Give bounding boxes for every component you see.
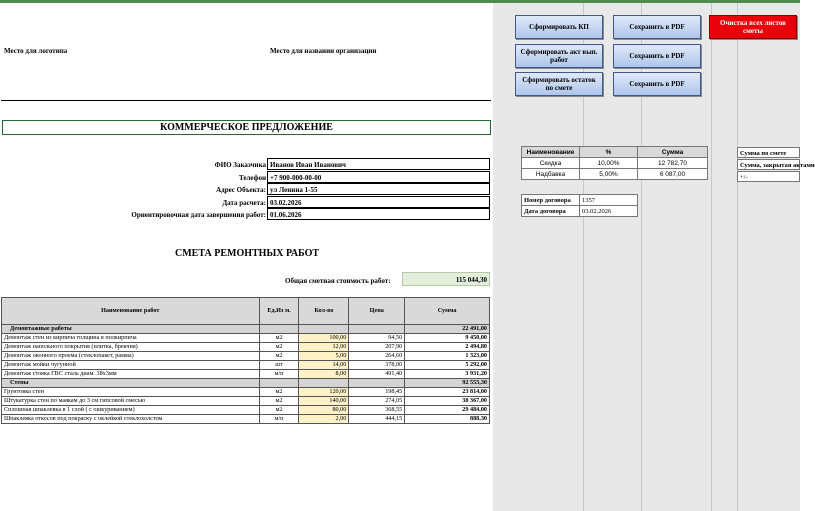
disc-sum: 12 782,70 [638,158,708,169]
cell-sum: 3 931,20 [405,370,490,379]
cell-price: 378,00 [349,361,405,370]
cell-unit: м2 [259,334,299,343]
cell-sum: 888,30 [405,415,490,424]
disc-header-sum: Сумма [638,147,708,158]
finish-date-field[interactable]: 01.06.2026 [267,208,490,220]
discount-table-header [522,147,708,158]
col-header-price: Цена [349,298,405,325]
cell-name: Грунтовка стен [2,388,260,397]
category-row [2,325,490,334]
cell-name: Демонтаж стояка ГВС сталь диам. 38х3мм [2,370,260,379]
cell-price [349,325,405,334]
client-name-field[interactable]: Иванов Иван Иванович [267,158,490,170]
proposal-title: КОММЕРЧЕСКОЕ ПРЕДЛОЖЕНИЕ [2,120,491,135]
table-row [2,343,490,352]
cell-sum: 9 450,00 [405,334,490,343]
contract-number-row [522,195,638,206]
col-header-name: Наименование работ [2,298,260,325]
col-header-qty: Кол-во [299,298,349,325]
cell-price: 444,15 [349,415,405,424]
cell-sum: 2 494,80 [405,343,490,352]
address-field[interactable]: ул Ленина 1-55 [267,183,490,195]
cell-unit: м2 [259,343,299,352]
table-row [2,370,490,379]
phone-field[interactable]: +7 900-000-00-00 [267,171,490,183]
sum-by-estimate-label: Сумма по смете [737,147,800,158]
logo-placeholder: Место для логотипа [4,47,68,55]
disc-name: Скидка [522,158,580,169]
contract-table [521,194,638,217]
contract-date-row [522,206,638,217]
contract-number-label: Номер договора [522,195,580,206]
grid-line [711,3,712,511]
cell-name: Демонтаж мойки чугунной [2,361,260,370]
cell-unit: м2 [259,388,299,397]
cell-qty [299,325,349,334]
cell-qty[interactable]: 12,00 [299,343,349,352]
cell-price: 491,40 [349,370,405,379]
clear-sheets-button[interactable]: Очистка всех листов сметы [709,15,797,39]
cell-price: 368,55 [349,406,405,415]
cell-qty[interactable]: 120,00 [299,388,349,397]
save-pdf-button-2[interactable]: Сохранить в PDF [613,44,701,68]
cell-name: Демонтаж стен из кирпича толщина в полкирпича [2,334,260,343]
cell-price: 274,05 [349,397,405,406]
cell-sum: 38 367,00 [405,397,490,406]
cell-qty[interactable]: 2,00 [299,415,349,424]
cell-qty[interactable]: 8,00 [299,370,349,379]
cell-sum: 29 484,00 [405,406,490,415]
discount-table [521,146,708,180]
cell-price: 264,60 [349,352,405,361]
cell-unit: м2 [259,352,299,361]
markup-row [522,169,708,180]
address-label: Адрес Объекта: [216,186,266,194]
make-remainder-button[interactable]: Сформировать остаток по смете [515,72,603,96]
cell-qty[interactable]: 100,00 [299,334,349,343]
cell-qty[interactable]: 80,00 [299,406,349,415]
cell-sum: 92 553,30 [405,379,490,388]
works-table-header [2,298,490,325]
cell-name: Стены [2,379,260,388]
cell-price: 207,90 [349,343,405,352]
make-kp-button[interactable]: Сформировать КП [515,15,603,39]
cell-sum: 5 292,00 [405,361,490,370]
cell-sum: 1 323,00 [405,352,490,361]
make-act-button[interactable]: Сформировать акт вып. работ [515,44,603,68]
cell-qty[interactable]: 14,00 [299,361,349,370]
cell-qty[interactable]: 140,00 [299,397,349,406]
category-row [2,379,490,388]
save-pdf-button-1[interactable]: Сохранить в PDF [613,15,701,39]
contract-date-value[interactable]: 03.02.2026 [580,206,638,217]
org-name-placeholder: Место для названии организации [270,47,377,55]
col-header-unit: Ед.Из м. [259,298,299,325]
table-row [2,406,490,415]
markup-pct[interactable]: 5,00% [580,169,638,180]
cell-unit: м2 [259,397,299,406]
save-pdf-button-3[interactable]: Сохранить в PDF [613,72,701,96]
table-row [2,415,490,424]
cell-name: Шпаклевка откосов под покраску с оклейкой стеклохолстом [2,415,260,424]
phone-label: Телефон [238,174,266,182]
table-row [2,334,490,343]
client-name-label: ФИО Заказчика [214,161,266,169]
cell-unit [259,325,299,334]
plus-minus-label: +/- [737,171,800,182]
calc-date-field[interactable]: 03.02.2026 [267,196,490,208]
cell-unit: м/п [259,370,299,379]
cell-price [349,379,405,388]
contract-date-label: Дата договора [522,206,580,217]
cell-name: Демонтажные работы [2,325,260,334]
calc-date-label: Дата расчета: [222,199,266,207]
markup-sum: 6 087,00 [638,169,708,180]
total-cost-value: 115 044,30 [402,272,490,286]
cell-sum: 23 814,00 [405,388,490,397]
finish-date-label: Ориентировочная дата завершения работ: [131,211,266,219]
cell-price: 198,45 [349,388,405,397]
sum-closed-label: Сумма, закрытая актами [737,159,800,170]
col-header-sum: Сумма [405,298,490,325]
cell-unit: м2 [259,406,299,415]
cell-name: Сплошная шпаклевка в 1 слой ( с ошкуриванием) [2,406,260,415]
cell-name: Штукатурка стен по маякам до 3 см гипсовой смесью [2,397,260,406]
cell-qty[interactable]: 5,00 [299,352,349,361]
disc-pct[interactable]: 10,00% [580,158,638,169]
total-cost-label: Общая сметная стоимость работ: [285,277,391,285]
cell-sum: 22 491,00 [405,325,490,334]
estimate-title: СМЕТА РЕМОНТНЫХ РАБОТ [175,248,320,259]
cell-unit [259,379,299,388]
works-table [1,297,490,424]
cell-name: Демонтаж оконного проема (стеклопакет, рамма) [2,352,260,361]
disc-header-name: Наименование [522,147,580,158]
cell-price: 94,50 [349,334,405,343]
grid-line [737,3,738,511]
table-row [2,361,490,370]
table-row [2,397,490,406]
table-row [2,388,490,397]
discount-row [522,158,708,169]
sheet-top-strip [0,0,800,3]
contract-number-value[interactable]: 1357 [580,195,638,206]
header-divider [1,100,491,101]
cell-unit: м/п [259,415,299,424]
cell-qty [299,379,349,388]
cell-name: Демонтаж напольного покрытия (плитка, брекчия) [2,343,260,352]
disc-header-pct: % [580,147,638,158]
cell-unit: шт [259,361,299,370]
table-row [2,352,490,361]
markup-name: Надбавка [522,169,580,180]
